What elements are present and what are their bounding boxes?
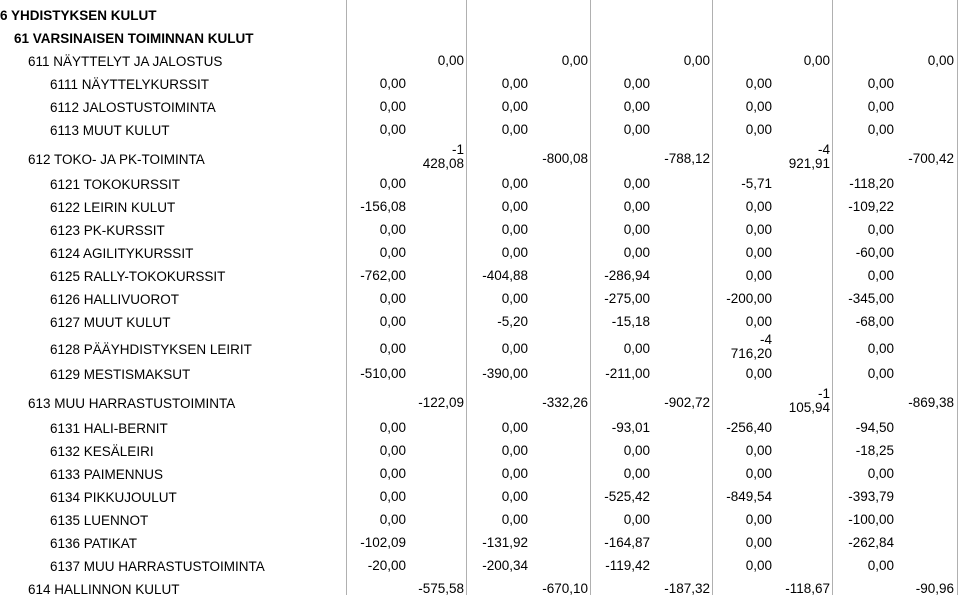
amount-cell: 0,00 — [501, 341, 528, 356]
amount-cell: -187,32 — [664, 581, 710, 596]
amount-cell: -90,96 — [915, 581, 954, 596]
account-label: 6135 LUENNOT — [50, 513, 149, 528]
amount-cell: -4 921,91 — [788, 142, 830, 171]
amount-cell: 0,00 — [501, 245, 528, 260]
amount-cell: 0,00 — [379, 245, 406, 260]
amount-cell: 0,00 — [501, 122, 528, 137]
amount-cell: 0,00 — [379, 314, 406, 329]
amount-cell: -60,00 — [855, 245, 894, 260]
amount-cell: 0,00 — [867, 222, 894, 237]
amount-cell: 0,00 — [867, 366, 894, 381]
amount-cell: -275,00 — [604, 291, 650, 306]
amount-cell: 0,00 — [683, 53, 710, 68]
amount-cell: 0,00 — [927, 53, 954, 68]
account-label: 6134 PIKKUJOULUT — [50, 490, 177, 505]
account-label: 6126 HALLIVUOROT — [50, 292, 180, 307]
amount-cell: -262,84 — [848, 535, 894, 550]
account-label: 6122 LEIRIN KULUT — [50, 200, 176, 215]
amount-cell: -286,94 — [604, 268, 650, 283]
amount-cell: 0,00 — [623, 99, 650, 114]
amount-cell: 0,00 — [379, 466, 406, 481]
amount-cell: -20,00 — [367, 558, 406, 573]
amount-cell: -510,00 — [360, 366, 406, 381]
amount-cell: 0,00 — [867, 341, 894, 356]
amount-cell: 0,00 — [745, 366, 772, 381]
amount-cell: 0,00 — [867, 466, 894, 481]
account-label: 6128 PÄÄYHDISTYKSEN LEIRIT — [50, 342, 252, 357]
amount-cell: 0,00 — [501, 199, 528, 214]
amount-cell: 0,00 — [501, 420, 528, 435]
amount-cell: 0,00 — [623, 245, 650, 260]
column-divider — [712, 0, 713, 595]
amount-cell: -5,20 — [497, 314, 528, 329]
account-label: 6113 MUUT KULUT — [50, 123, 170, 138]
column-divider — [346, 0, 347, 595]
amount-cell: -788,12 — [664, 151, 710, 166]
account-label: 6136 PATIKAT — [50, 536, 138, 551]
amount-cell: 0,00 — [745, 268, 772, 283]
amount-cell: -15,18 — [611, 314, 650, 329]
amount-cell: 0,00 — [501, 76, 528, 91]
amount-cell: -131,92 — [482, 535, 528, 550]
amount-cell: -118,67 — [785, 581, 830, 596]
amount-cell: -93,01 — [611, 420, 650, 435]
account-label: 6123 PK-KURSSIT — [50, 223, 165, 238]
amount-cell: -200,34 — [482, 558, 528, 573]
amount-cell: 0,00 — [623, 199, 650, 214]
amount-cell: 0,00 — [745, 443, 772, 458]
amount-cell: 0,00 — [379, 99, 406, 114]
account-label: 6137 MUU HARRASTUSTOIMINTA — [50, 559, 265, 574]
account-label: 6129 MESTISMAKSUT — [50, 367, 191, 382]
amount-cell: 0,00 — [379, 291, 406, 306]
amount-cell: -102,09 — [360, 535, 406, 550]
account-label: 6112 JALOSTUSTOIMINTA — [50, 100, 216, 115]
amount-cell: 0,00 — [745, 466, 772, 481]
account-label: 6131 HALI-BERNIT — [50, 421, 168, 436]
amount-cell: -122,09 — [418, 395, 464, 410]
column-divider — [957, 0, 958, 595]
amount-cell: -94,50 — [855, 420, 894, 435]
amount-cell: 0,00 — [623, 512, 650, 527]
amount-cell: -700,42 — [908, 151, 954, 166]
amount-cell: 0,00 — [745, 314, 772, 329]
amount-cell: 0,00 — [623, 466, 650, 481]
amount-cell: -762,00 — [360, 268, 406, 283]
amount-cell: -869,38 — [908, 395, 954, 410]
amount-cell: 0,00 — [623, 341, 650, 356]
amount-cell: -68,00 — [855, 314, 894, 329]
amount-cell: -164,87 — [604, 535, 650, 550]
amount-cell: 0,00 — [501, 466, 528, 481]
amount-cell: 0,00 — [623, 76, 650, 91]
amount-cell: 0,00 — [561, 53, 588, 68]
amount-cell: 0,00 — [745, 245, 772, 260]
amount-cell: -109,22 — [848, 199, 894, 214]
amount-cell: 0,00 — [745, 222, 772, 237]
amount-cell: -18,25 — [855, 443, 894, 458]
amount-cell: 0,00 — [379, 176, 406, 191]
amount-cell: -345,00 — [848, 291, 894, 306]
amount-cell: 0,00 — [867, 558, 894, 573]
amount-cell: 0,00 — [501, 512, 528, 527]
amount-cell: -200,00 — [726, 291, 772, 306]
account-label: 612 TOKO- JA PK-TOIMINTA — [28, 152, 205, 167]
amount-cell: 0,00 — [867, 268, 894, 283]
amount-cell: 0,00 — [623, 222, 650, 237]
amount-cell: -800,08 — [542, 151, 588, 166]
amount-cell: -332,26 — [542, 395, 588, 410]
amount-cell: 0,00 — [803, 53, 830, 68]
amount-cell: 0,00 — [745, 535, 772, 550]
amount-cell: -156,08 — [360, 199, 406, 214]
account-label: 613 MUU HARRASTUSTOIMINTA — [28, 396, 236, 411]
amount-cell: -902,72 — [664, 395, 710, 410]
amount-cell: 0,00 — [501, 291, 528, 306]
amount-cell: 0,00 — [501, 222, 528, 237]
amount-cell: 0,00 — [745, 558, 772, 573]
account-label: 6111 NÄYTTELYKURSSIT — [50, 77, 210, 92]
amount-cell: 0,00 — [379, 222, 406, 237]
amount-cell: 0,00 — [867, 76, 894, 91]
amount-cell: -1 428,08 — [422, 142, 464, 171]
account-label: 6 YHDISTYKSEN KULUT — [0, 8, 157, 23]
amount-cell: -4 716,20 — [730, 332, 772, 361]
amount-cell: -119,42 — [605, 558, 650, 573]
amount-cell: -256,40 — [726, 420, 772, 435]
amount-cell: -525,42 — [604, 489, 650, 504]
account-label: 6127 MUUT KULUT — [50, 315, 171, 330]
amount-cell: 0,00 — [745, 199, 772, 214]
amount-cell: 0,00 — [379, 76, 406, 91]
amount-cell: -390,00 — [482, 366, 528, 381]
amount-cell: 0,00 — [745, 122, 772, 137]
amount-cell: -1 105,94 — [788, 386, 830, 415]
amount-cell: -118,20 — [849, 176, 894, 191]
amount-cell: 0,00 — [745, 76, 772, 91]
amount-cell: 0,00 — [623, 443, 650, 458]
column-divider — [590, 0, 591, 595]
amount-cell: 0,00 — [379, 512, 406, 527]
amount-cell: 0,00 — [437, 53, 464, 68]
amount-cell: -575,58 — [418, 581, 464, 596]
amount-cell: 0,00 — [501, 176, 528, 191]
amount-cell: -5,71 — [741, 176, 772, 191]
amount-cell: 0,00 — [745, 512, 772, 527]
account-label: 614 HALLINNON KULUT — [28, 582, 180, 597]
column-divider — [466, 0, 467, 595]
amount-cell: 0,00 — [623, 122, 650, 137]
column-divider — [832, 0, 833, 595]
amount-cell: -393,79 — [848, 489, 894, 504]
amount-cell: 0,00 — [379, 443, 406, 458]
amount-cell: 0,00 — [379, 489, 406, 504]
amount-cell: -670,10 — [542, 581, 588, 596]
amount-cell: 0,00 — [501, 99, 528, 114]
amount-cell: 0,00 — [379, 122, 406, 137]
amount-cell: -211,00 — [605, 366, 650, 381]
account-label: 6121 TOKOKURSSIT — [50, 177, 181, 192]
amount-cell: 0,00 — [623, 176, 650, 191]
amount-cell: 0,00 — [867, 99, 894, 114]
account-label: 611 NÄYTTELYT JA JALOSTUS — [28, 54, 223, 69]
account-label: 6133 PAIMENNUS — [50, 467, 164, 482]
amount-cell: -100,00 — [848, 512, 894, 527]
account-label: 6124 AGILITYKURSSIT — [50, 246, 194, 261]
account-label: 6125 RALLY-TOKOKURSSIT — [50, 269, 226, 284]
account-label: 6132 KESÄLEIRI — [50, 444, 154, 459]
amount-cell: 0,00 — [379, 341, 406, 356]
amount-cell: 0,00 — [501, 489, 528, 504]
amount-cell: 0,00 — [501, 443, 528, 458]
amount-cell: 0,00 — [745, 99, 772, 114]
amount-cell: 0,00 — [867, 122, 894, 137]
amount-cell: 0,00 — [379, 420, 406, 435]
amount-cell: -404,88 — [482, 268, 528, 283]
amount-cell: -849,54 — [726, 489, 772, 504]
account-label: 61 VARSINAISEN TOIMINNAN KULUT — [14, 31, 254, 46]
